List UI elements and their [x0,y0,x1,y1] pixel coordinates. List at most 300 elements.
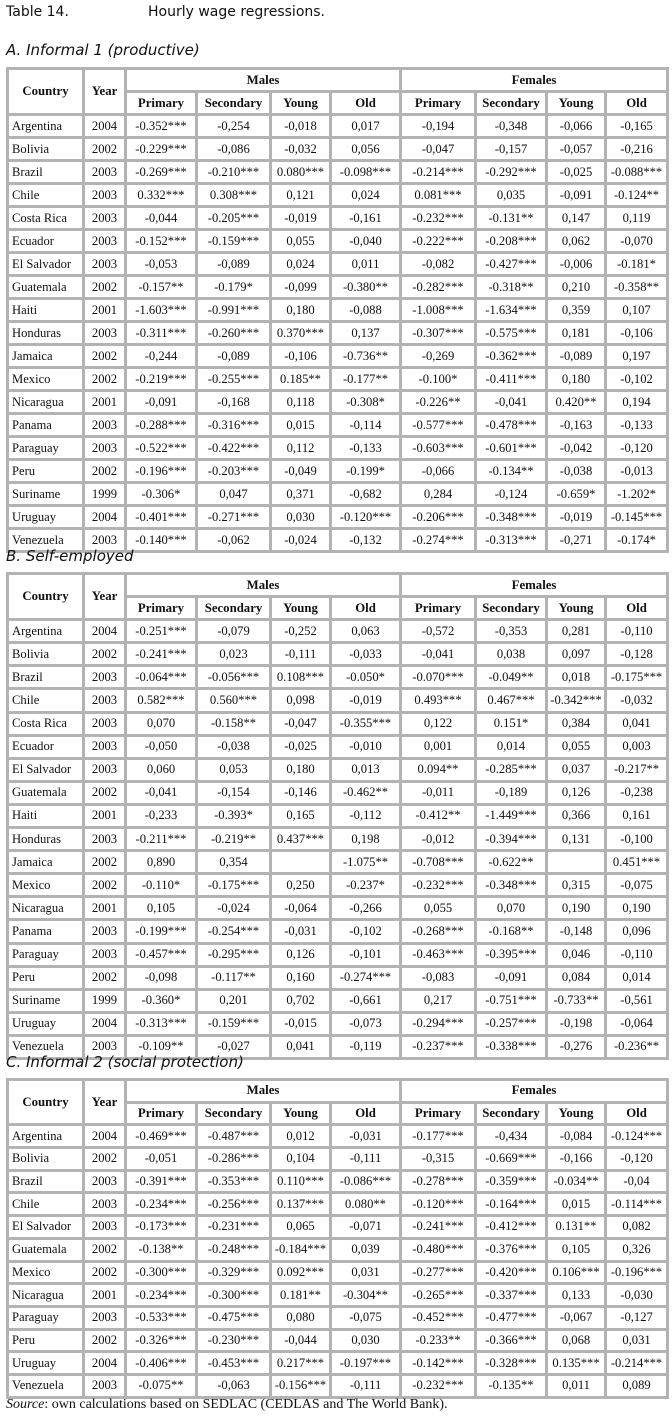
table-row [8,1261,668,1284]
coefficient-cell: 0,062 [547,230,606,253]
coefficient-cell: -0,165 [606,115,668,138]
table-row [8,1352,668,1375]
table-informal-2 [6,1078,669,1399]
year-cell: 2003 [84,1170,126,1193]
coefficient-cell: -0.306* [126,483,197,506]
col-header-old: Old [606,597,668,620]
coefficient-cell: 0,012 [271,1125,331,1148]
coefficient-cell: -0,025 [271,735,331,758]
coefficient-cell: 0,126 [547,781,606,804]
coefficient-cell: -1.603*** [126,299,197,322]
col-group-males: Males [126,1080,401,1103]
coefficient-cell: -0.406*** [126,1352,197,1375]
table-row [8,804,668,827]
col-group-females: Females [401,574,668,597]
coefficient-cell: -0,132 [331,529,401,552]
coefficient-cell: -0.422*** [197,437,271,460]
col-header-secondary: Secondary [197,597,271,620]
col-header-primary: Primary [126,92,197,115]
coefficient-cell: 0.151* [476,712,547,735]
coefficient-cell: -0,111 [331,1374,401,1397]
country-cell: Costa Rica [8,207,84,230]
coefficient-cell: -0.152*** [126,230,197,253]
year-cell: 2002 [84,460,126,483]
year-cell: 2002 [84,1238,126,1261]
country-cell: Costa Rica [8,712,84,735]
country-cell: Ecuador [8,735,84,758]
table-row [8,781,668,804]
year-cell: 2003 [84,529,126,552]
coefficient-cell: 0.437*** [271,828,331,851]
coefficient-cell: -0.480*** [401,1238,476,1261]
country-cell: Brazil [8,161,84,184]
coefficient-cell: -0.135** [476,1374,547,1397]
year-cell: 2003 [84,689,126,712]
coefficient-cell: -0.469*** [126,1125,197,1148]
table-row [8,414,668,437]
table-row [8,1216,668,1239]
coefficient-cell: -0,119 [331,1035,401,1058]
coefficient-cell: -0.311*** [126,322,197,345]
col-header-secondary: Secondary [197,92,271,115]
year-cell: 2001 [84,1284,126,1307]
coefficient-cell: -0.233** [401,1329,476,1352]
country-cell: Suriname [8,989,84,1012]
country-cell: Jamaica [8,345,84,368]
country-cell: Peru [8,460,84,483]
country-cell: Mexico [8,874,84,897]
table-number: Table 14. [6,4,69,20]
col-header-secondary: Secondary [197,1102,271,1125]
coefficient-cell: 0,147 [547,207,606,230]
coefficient-cell: -0,041 [126,781,197,804]
coefficient-cell: 0.106*** [547,1261,606,1284]
coefficient-cell: 0.582*** [126,689,197,712]
year-cell: 2003 [84,1374,126,1397]
coefficient-cell: 0,137 [331,322,401,345]
coefficient-cell: -0.316*** [197,414,271,437]
year-cell: 2002 [84,1329,126,1352]
col-group-females: Females [401,1080,668,1103]
coefficient-cell: 0,217 [401,989,476,1012]
coefficient-cell: 0.217*** [271,1352,331,1375]
coefficient-cell: -0.285*** [476,758,547,781]
coefficient-cell: -0.318** [476,276,547,299]
coefficient-cell: -0.241*** [126,643,197,666]
table-row [8,1170,668,1193]
coefficient-cell: -0.110* [126,874,197,897]
coefficient-cell: 0,041 [606,712,668,735]
coefficient-cell: -0.300*** [197,1284,271,1307]
coefficient-cell: -0.120*** [401,1193,476,1216]
year-cell: 2002 [84,874,126,897]
table-row [8,1125,668,1148]
coefficient-cell: 0,053 [197,758,271,781]
coefficient-cell: -0.196*** [126,460,197,483]
coefficient-cell: -0,041 [401,643,476,666]
col-header-young: Young [547,1102,606,1125]
coefficient-cell: -0.236** [606,1035,668,1058]
col-header-old: Old [606,92,668,115]
year-cell: 2004 [84,115,126,138]
coefficient-cell: 0,039 [331,1238,401,1261]
coefficient-cell: -0,254 [197,115,271,138]
col-header-secondary: Secondary [476,597,547,620]
coefficient-cell: -0.168** [476,920,547,943]
year-cell: 2003 [84,758,126,781]
col-header-young: Young [547,92,606,115]
coefficient-cell: -0,086 [197,138,271,161]
table-row [8,851,668,874]
coefficient-cell: 0,359 [547,299,606,322]
country-cell: Nicaragua [8,1284,84,1307]
header-row [8,1080,668,1103]
coefficient-cell: 0,133 [547,1284,606,1307]
coefficient-cell: -0.522*** [126,437,197,460]
coefficient-cell: -0,038 [547,460,606,483]
coefficient-cell: 0,082 [606,1216,668,1239]
coefficient-cell: -0.222*** [401,230,476,253]
coefficient-cell: -0,110 [606,620,668,643]
coefficient-cell: 0,197 [606,345,668,368]
coefficient-cell: 0,011 [331,253,401,276]
table-row [8,1012,668,1035]
coefficient-cell: -0,010 [331,735,401,758]
year-cell: 2003 [84,828,126,851]
coefficient-cell: 0,702 [271,989,331,1012]
coefficient-cell: 0,161 [606,804,668,827]
coefficient-cell: -0.463*** [401,943,476,966]
coefficient-cell: -0.208*** [476,230,547,253]
col-header-old: Old [331,597,401,620]
coefficient-cell: 0,013 [331,758,401,781]
coefficient-cell: 0.493*** [401,689,476,712]
coefficient-cell: -0,082 [401,253,476,276]
coefficient-cell: 0,056 [331,138,401,161]
coefficient-cell: -0,066 [401,460,476,483]
coefficient-cell: 0,024 [271,253,331,276]
coefficient-cell: -1.075** [331,851,401,874]
country-cell: Haiti [8,804,84,827]
coefficient-cell: -0.177** [331,368,401,391]
coefficient-cell: 0,180 [547,368,606,391]
year-cell: 2003 [84,712,126,735]
coefficient-cell: -0.295*** [197,943,271,966]
coefficient-cell: -0.124*** [606,1125,668,1148]
coefficient-cell: -1.449*** [476,804,547,827]
coefficient-cell: 0,190 [547,897,606,920]
coefficient-cell: -0.241*** [401,1216,476,1239]
coefficient-cell: -0.164*** [476,1193,547,1216]
coefficient-cell: 0,055 [271,230,331,253]
table-row [8,460,668,483]
coefficient-cell: -0,120 [606,1148,668,1171]
table-row [8,758,668,781]
coefficient-cell: -0,019 [547,506,606,529]
coefficient-cell: -0,024 [271,529,331,552]
coefficient-cell: -0.393* [197,804,271,827]
country-cell: Paraguay [8,943,84,966]
col-header-young: Young [271,1102,331,1125]
coefficient-cell: 0,037 [547,758,606,781]
coefficient-cell: -0,032 [271,138,331,161]
coefficient-cell: -0,128 [606,643,668,666]
coefficient-cell: -0.177*** [401,1125,476,1148]
col-header-old: Old [331,92,401,115]
coefficient-cell: -0.050* [331,666,401,689]
table-row [8,989,668,1012]
source-note [6,1397,448,1413]
coefficient-cell: 0,366 [547,804,606,827]
coefficient-cell: -0.173*** [126,1216,197,1239]
coefficient-cell: 0,080 [271,1306,331,1329]
coefficient-cell: -0,157 [476,138,547,161]
coefficient-cell: -0.453*** [197,1352,271,1375]
coefficient-cell: -0.271*** [197,506,271,529]
coefficient-cell: -0.098*** [331,161,401,184]
coefficient-cell: 0,131 [547,828,606,851]
coefficient-cell: -0,018 [271,115,331,138]
coefficient-cell: 0.370*** [271,322,331,345]
coefficient-cell: -0,124 [476,483,547,506]
coefficient-cell: -0.401*** [126,506,197,529]
coefficient-cell: -0.142*** [401,1352,476,1375]
coefficient-cell: -0.457*** [126,943,197,966]
coefficient-cell: -0.360* [126,989,197,1012]
coefficient-cell: -1.202* [606,483,668,506]
coefficient-cell: -0.462** [331,781,401,804]
year-cell: 2002 [84,1261,126,1284]
country-cell: Uruguay [8,1352,84,1375]
coefficient-cell: -0,064 [271,897,331,920]
coefficient-cell: -0.313*** [476,529,547,552]
coefficient-cell: 0,198 [331,828,401,851]
coefficient-cell: -0.257*** [476,1012,547,1035]
coefficient-cell: -0.427*** [476,253,547,276]
year-cell: 1999 [84,989,126,1012]
coefficient-cell: -0.475*** [197,1306,271,1329]
header-row [8,574,668,597]
coefficient-cell: 0,118 [271,391,331,414]
country-cell: Uruguay [8,1012,84,1035]
coefficient-cell: 0,384 [547,712,606,735]
country-cell: Suriname [8,483,84,506]
coefficient-cell: 0.467*** [476,689,547,712]
coefficient-cell: -0,161 [331,207,401,230]
coefficient-cell: -0,434 [476,1125,547,1148]
coefficient-cell: -0.158** [197,712,271,735]
section-heading-a: A. Informal 1 (productive) [6,41,200,59]
col-header-old: Old [331,1102,401,1125]
coefficient-cell: -0,015 [271,1012,331,1035]
coefficient-cell: -0,189 [476,781,547,804]
coefficient-cell: -0.159*** [197,230,271,253]
coefficient-cell: 0,060 [126,758,197,781]
table-row [8,230,668,253]
table-informal-1 [6,67,669,553]
coefficient-cell: -0,112 [331,804,401,827]
coefficient-cell: -0.145*** [606,506,668,529]
coefficient-cell: -0,038 [197,735,271,758]
coefficient-cell: 0,055 [547,735,606,758]
country-cell: Ecuador [8,230,84,253]
coefficient-cell: 0.185** [271,368,331,391]
coefficient-cell: -0,089 [547,345,606,368]
coefficient-cell: -0.157** [126,276,197,299]
coefficient-cell: -0.175*** [606,666,668,689]
coefficient-cell: -0.075** [126,1374,197,1397]
coefficient-cell: 0,003 [606,735,668,758]
coefficient-cell: -0.348*** [476,506,547,529]
coefficient-cell: -0.274*** [401,529,476,552]
col-header-year: Year [84,1080,126,1125]
table-row [8,483,668,506]
year-cell: 2004 [84,620,126,643]
coefficient-cell: -0.231*** [197,1216,271,1239]
coefficient-cell: -0,084 [547,1125,606,1148]
coefficient-cell: -0,047 [401,138,476,161]
table-row [8,184,668,207]
coefficient-cell: -0.329*** [197,1261,271,1284]
country-cell: Argentina [8,1125,84,1148]
coefficient-cell: -0.064*** [126,666,197,689]
coefficient-cell: -0.452*** [401,1306,476,1329]
coefficient-cell: -0,027 [197,1035,271,1058]
country-cell: Brazil [8,1170,84,1193]
table-row [8,874,668,897]
country-cell: Panama [8,414,84,437]
coefficient-cell: -0.179* [197,276,271,299]
coefficient-cell: -0.100* [401,368,476,391]
coefficient-cell: -0,064 [606,1012,668,1035]
table-row [8,322,668,345]
coefficient-cell: -0.277*** [401,1261,476,1284]
col-header-year: Year [84,574,126,620]
coefficient-cell: -0.138** [126,1238,197,1261]
coefficient-cell: 0,122 [401,712,476,735]
coefficient-cell: -0.159*** [197,1012,271,1035]
col-header-primary: Primary [126,1102,197,1125]
coefficient-cell: -0,315 [401,1148,476,1171]
coefficient-cell: -0.214*** [606,1352,668,1375]
table-row [8,735,668,758]
coefficient-cell: -0.575*** [476,322,547,345]
coefficient-cell: -0.376*** [476,1238,547,1261]
coefficient-cell: -0.219** [197,828,271,851]
coefficient-cell [271,851,331,874]
coefficient-cell: -0,127 [606,1306,668,1329]
coefficient-cell: 0,055 [401,897,476,920]
coefficient-cell: -0,111 [331,1148,401,1171]
coefficient-cell: -0,051 [126,1148,197,1171]
year-cell: 2003 [84,1193,126,1216]
coefficient-cell: -0,053 [126,253,197,276]
coefficient-cell: 0,104 [271,1148,331,1171]
coefficient-cell: 0,070 [126,712,197,735]
coefficient-cell: -0.134** [476,460,547,483]
coefficient-cell: -0,233 [126,804,197,827]
coefficient-cell: -0.391*** [126,1170,197,1193]
coefficient-cell: -0.355*** [331,712,401,735]
coefficient-cell: -0.199* [331,460,401,483]
year-cell: 2004 [84,1352,126,1375]
country-cell: Jamaica [8,851,84,874]
coefficient-cell: -0,031 [271,920,331,943]
coefficient-cell: -0,194 [401,115,476,138]
year-cell: 2003 [84,437,126,460]
coefficient-cell: -0.352*** [126,115,197,138]
coefficient-cell: -1.008*** [401,299,476,322]
coefficient-cell: 0,284 [401,483,476,506]
coefficient-cell: 0,001 [401,735,476,758]
country-cell: Haiti [8,299,84,322]
coefficient-cell: -0,102 [331,920,401,943]
coefficient-cell: 0,121 [271,184,331,207]
coefficient-cell: -0.219*** [126,368,197,391]
col-header-primary: Primary [401,597,476,620]
coefficient-cell: -0,099 [271,276,331,299]
coefficient-cell: -0.199*** [126,920,197,943]
col-header-primary: Primary [401,92,476,115]
coefficient-cell: -0.226** [401,391,476,414]
table-row [8,437,668,460]
coefficient-cell: -0,101 [331,943,401,966]
coefficient-cell: -0.117** [197,966,271,989]
country-cell: Argentina [8,620,84,643]
coefficient-cell: -0.181* [606,253,668,276]
section-heading-b: B. Self-employed [6,547,134,565]
coefficient-cell: -0,271 [547,529,606,552]
coefficient-cell: -0,561 [606,989,668,1012]
coefficient-cell: 0,181 [547,322,606,345]
coefficient-cell: -0,040 [331,230,401,253]
year-cell: 2004 [84,1125,126,1148]
table-row [8,506,668,529]
coefficient-cell: -0.733** [547,989,606,1012]
coefficient-cell: -0.256*** [197,1193,271,1216]
coefficient-cell: 0,112 [271,437,331,460]
table-row [8,943,668,966]
coefficient-cell: -0.288*** [126,414,197,437]
col-header-young: Young [271,597,331,620]
coefficient-cell: -0.174* [606,529,668,552]
coefficient-cell: -0.328*** [476,1352,547,1375]
coefficient-cell: -0,04 [606,1170,668,1193]
source-label: Source [6,1397,45,1412]
coefficient-cell: 0.560*** [197,689,271,712]
coefficient-cell [547,851,606,874]
coefficient-cell: -0.736** [331,345,401,368]
coefficient-cell: -0,012 [401,828,476,851]
country-cell: Argentina [8,115,84,138]
coefficient-cell: 0.131** [547,1216,606,1239]
country-cell: Uruguay [8,506,84,529]
coefficient-cell: 0,097 [547,643,606,666]
coefficient-cell: -0,075 [331,1306,401,1329]
coefficient-cell: 0,250 [271,874,331,897]
coefficient-cell: -0.622** [476,851,547,874]
table-row [8,345,668,368]
coefficient-cell: -0.205*** [197,207,271,230]
coefficient-cell: -0,079 [197,620,271,643]
coefficient-cell: -0.214*** [401,161,476,184]
coefficient-cell: 0.081*** [401,184,476,207]
table-row [8,391,668,414]
source-text: : own calculations based on SEDLAC (CEDLAS and The World Bank). [44,1397,448,1412]
coefficient-cell: -0.131** [476,207,547,230]
coefficient-cell: 0.332*** [126,184,197,207]
coefficient-cell: 0,126 [271,943,331,966]
